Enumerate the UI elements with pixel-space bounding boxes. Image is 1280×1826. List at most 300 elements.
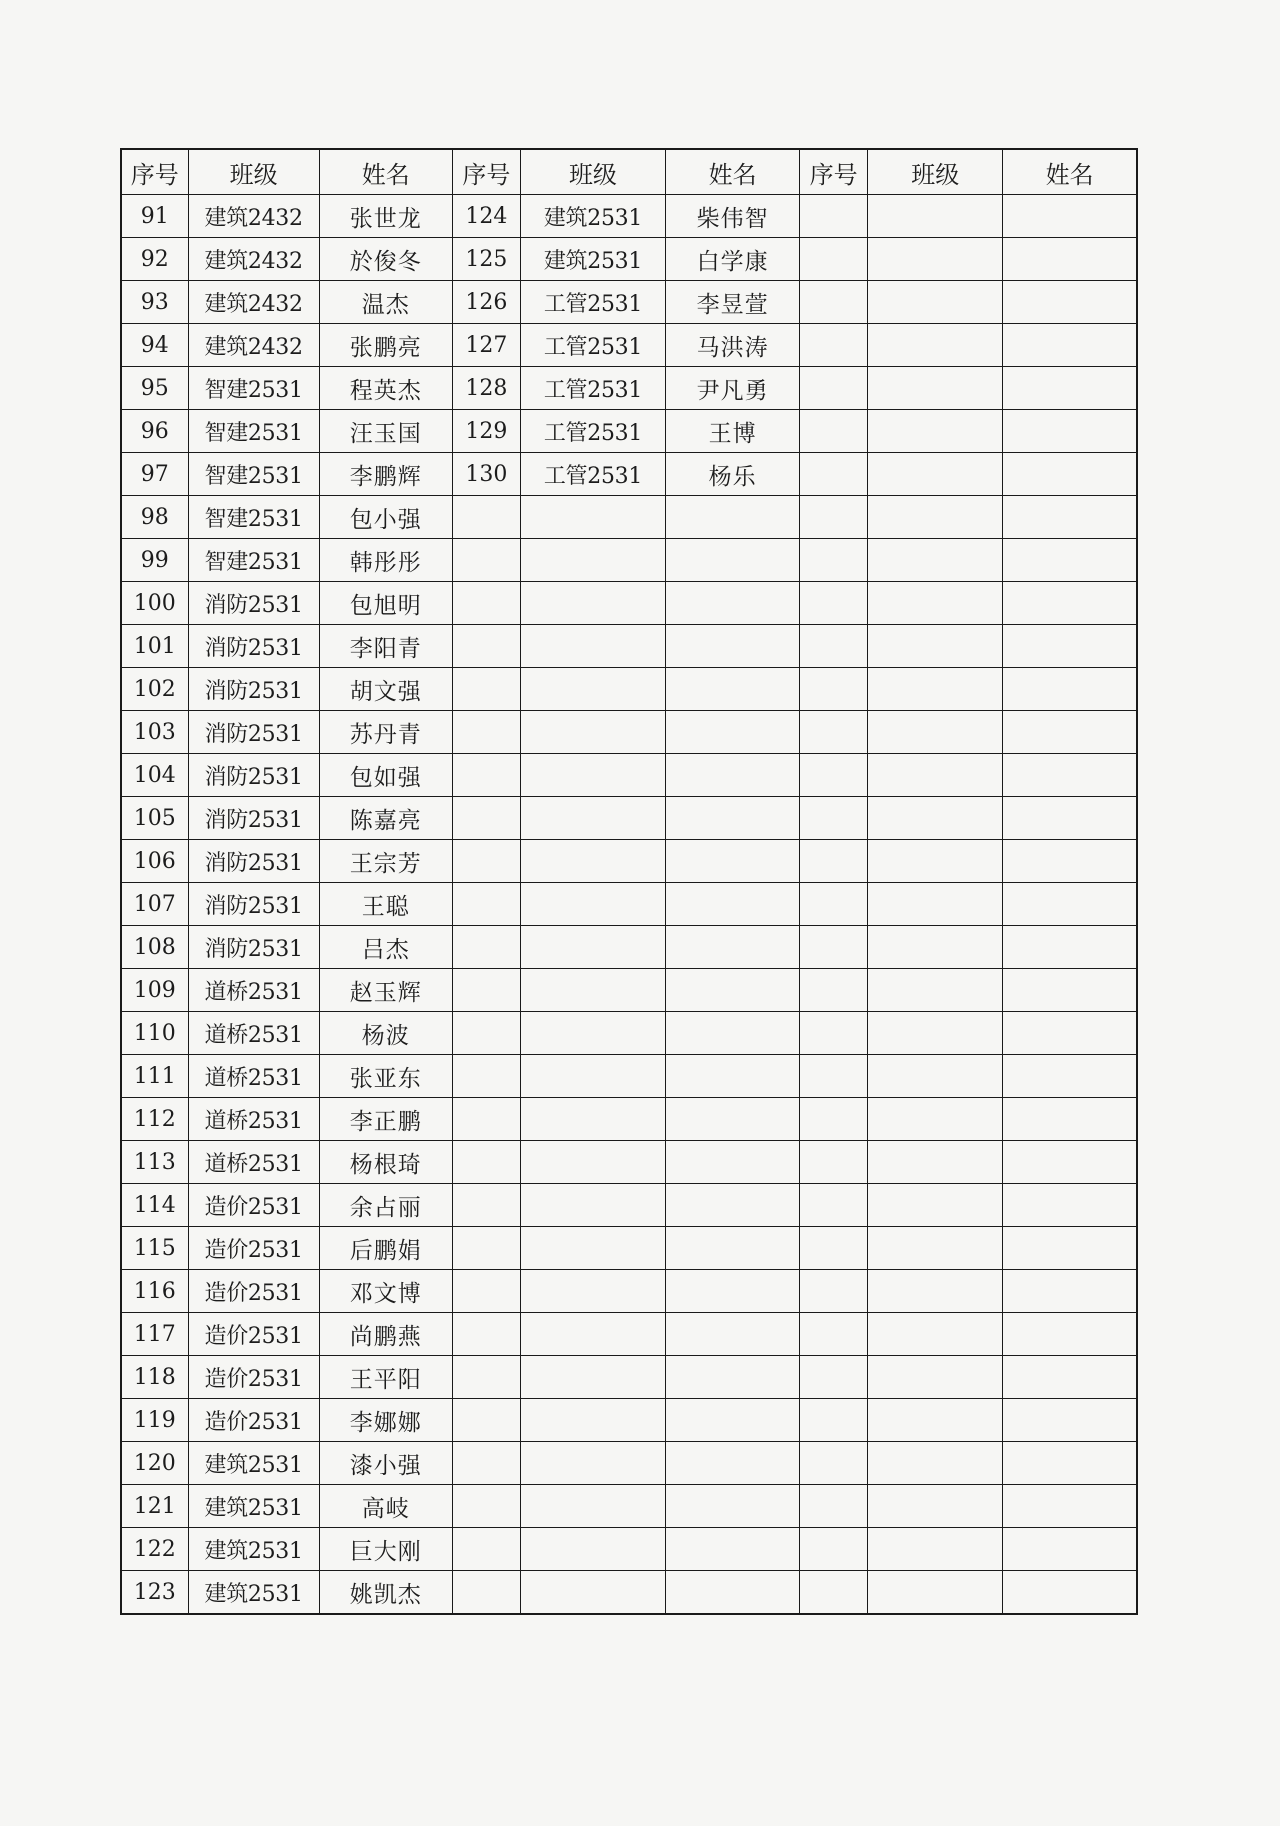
student-name-cell: [1003, 1356, 1137, 1399]
class-cell: [868, 1270, 1003, 1313]
student-name-cell: [666, 754, 800, 797]
serial-number-cell: [800, 969, 868, 1012]
class-cell: [520, 797, 665, 840]
student-name-cell: 杨波: [319, 1012, 452, 1055]
student-name-cell: [1003, 1141, 1137, 1184]
student-name-cell: 温杰: [319, 281, 452, 324]
serial-number-cell: [452, 754, 520, 797]
student-name-cell: [1003, 1270, 1137, 1313]
table-row: [121, 1184, 1137, 1227]
serial-number-cell: [800, 582, 868, 625]
serial-number-cell: 126: [452, 281, 520, 324]
serial-number-cell: [452, 496, 520, 539]
class-cell: 消防2531: [188, 582, 319, 625]
class-cell: [868, 711, 1003, 754]
student-name-cell: [666, 1442, 800, 1485]
table-row: [121, 1356, 1137, 1399]
student-name-cell: [666, 668, 800, 711]
serial-number-cell: [800, 195, 868, 238]
table-row: [121, 969, 1137, 1012]
student-name-cell: 高岐: [319, 1485, 452, 1528]
class-cell: [868, 367, 1003, 410]
serial-number-cell: [452, 1485, 520, 1528]
serial-number-cell: [800, 1399, 868, 1442]
student-name-cell: 包如强: [319, 754, 452, 797]
serial-number-cell: 112: [121, 1098, 188, 1141]
student-name-cell: 邓文博: [319, 1270, 452, 1313]
table-row: [121, 926, 1137, 969]
table-row: [121, 797, 1137, 840]
table-row: [121, 883, 1137, 926]
serial-number-cell: [800, 1528, 868, 1571]
class-cell: [868, 754, 1003, 797]
student-name-cell: [666, 1485, 800, 1528]
serial-number-cell: [800, 1227, 868, 1270]
class-cell: 道桥2531: [188, 1141, 319, 1184]
serial-number-cell: 118: [121, 1356, 188, 1399]
serial-number-cell: [452, 1313, 520, 1356]
class-cell: 智建2531: [188, 367, 319, 410]
serial-number-cell: 97: [121, 453, 188, 496]
serial-number-cell: 106: [121, 840, 188, 883]
class-cell: [520, 1399, 665, 1442]
class-cell: 消防2531: [188, 625, 319, 668]
serial-number-cell: [452, 969, 520, 1012]
class-cell: [868, 1356, 1003, 1399]
serial-number-cell: 96: [121, 410, 188, 453]
serial-number-cell: [800, 1485, 868, 1528]
class-cell: 消防2531: [188, 754, 319, 797]
serial-number-cell: [800, 1012, 868, 1055]
student-name-cell: [666, 711, 800, 754]
serial-number-cell: [800, 281, 868, 324]
class-cell: [868, 668, 1003, 711]
student-name-cell: 於俊冬: [319, 238, 452, 281]
serial-number-cell: [452, 1184, 520, 1227]
serial-number-cell: [452, 539, 520, 582]
serial-number-cell: [452, 1528, 520, 1571]
class-cell: [868, 1098, 1003, 1141]
serial-number-cell: 101: [121, 625, 188, 668]
serial-number-cell: [452, 625, 520, 668]
class-cell: [520, 840, 665, 883]
serial-number-cell: 114: [121, 1184, 188, 1227]
student-name-cell: 白学康: [666, 238, 800, 281]
class-cell: 建筑2531: [520, 195, 665, 238]
table-row: [121, 410, 1137, 453]
student-name-cell: [666, 926, 800, 969]
student-name-cell: [666, 1098, 800, 1141]
class-cell: [868, 926, 1003, 969]
class-cell: [868, 453, 1003, 496]
serial-number-cell: [452, 1270, 520, 1313]
class-cell: [868, 539, 1003, 582]
header-serial-number: 序号: [452, 149, 520, 195]
student-name-cell: [1003, 711, 1137, 754]
serial-number-cell: [452, 883, 520, 926]
student-name-cell: 尹凡勇: [666, 367, 800, 410]
serial-number-cell: [452, 1055, 520, 1098]
table-row: [121, 281, 1137, 324]
serial-number-cell: [452, 711, 520, 754]
student-name-cell: [1003, 281, 1137, 324]
student-name-cell: [1003, 1098, 1137, 1141]
class-cell: 道桥2531: [188, 969, 319, 1012]
header-class: 班级: [520, 149, 665, 195]
student-name-cell: 陈嘉亮: [319, 797, 452, 840]
student-name-cell: [1003, 625, 1137, 668]
table-row: [121, 238, 1137, 281]
student-name-cell: [1003, 797, 1137, 840]
student-name-cell: 包小强: [319, 496, 452, 539]
serial-number-cell: [800, 453, 868, 496]
table-row: [121, 1485, 1137, 1528]
class-cell: [520, 1356, 665, 1399]
student-name-cell: 姚凯杰: [319, 1571, 452, 1615]
student-name-cell: 赵玉辉: [319, 969, 452, 1012]
student-name-cell: 李昱萱: [666, 281, 800, 324]
student-name-cell: [666, 1313, 800, 1356]
class-cell: 工管2531: [520, 410, 665, 453]
serial-number-cell: [800, 1055, 868, 1098]
student-name-cell: 吕杰: [319, 926, 452, 969]
serial-number-cell: 91: [121, 195, 188, 238]
serial-number-cell: [800, 1442, 868, 1485]
table-row: [121, 1442, 1137, 1485]
student-name-cell: [1003, 840, 1137, 883]
class-cell: [868, 281, 1003, 324]
student-name-cell: [666, 1227, 800, 1270]
serial-number-cell: [800, 539, 868, 582]
class-cell: [868, 1012, 1003, 1055]
student-name-cell: [1003, 1399, 1137, 1442]
student-name-cell: [666, 969, 800, 1012]
student-name-cell: [1003, 1313, 1137, 1356]
class-cell: [520, 496, 665, 539]
class-cell: 消防2531: [188, 797, 319, 840]
class-cell: 消防2531: [188, 840, 319, 883]
serial-number-cell: [452, 582, 520, 625]
table-row: [121, 1098, 1137, 1141]
student-name-cell: 后鹏娟: [319, 1227, 452, 1270]
table-row: [121, 1141, 1137, 1184]
student-name-cell: 余占丽: [319, 1184, 452, 1227]
class-cell: [868, 1571, 1003, 1615]
student-name-cell: [1003, 539, 1137, 582]
student-name-cell: [1003, 324, 1137, 367]
class-cell: [520, 1141, 665, 1184]
table-row: [121, 668, 1137, 711]
student-name-cell: [1003, 453, 1137, 496]
table-row: [121, 582, 1137, 625]
student-name-cell: [666, 883, 800, 926]
serial-number-cell: 120: [121, 1442, 188, 1485]
student-name-cell: 王聪: [319, 883, 452, 926]
class-cell: [520, 625, 665, 668]
class-cell: 建筑2432: [188, 324, 319, 367]
student-name-cell: [666, 1528, 800, 1571]
class-cell: [520, 1528, 665, 1571]
class-cell: [868, 969, 1003, 1012]
class-cell: 消防2531: [188, 883, 319, 926]
student-name-cell: [1003, 754, 1137, 797]
student-name-cell: [1003, 926, 1137, 969]
serial-number-cell: 110: [121, 1012, 188, 1055]
serial-number-cell: 117: [121, 1313, 188, 1356]
serial-number-cell: [800, 1184, 868, 1227]
class-cell: 建筑2531: [188, 1442, 319, 1485]
student-name-cell: 汪玉国: [319, 410, 452, 453]
class-cell: [868, 797, 1003, 840]
table-row: [121, 625, 1137, 668]
table-row: [121, 754, 1137, 797]
serial-number-cell: [800, 840, 868, 883]
table-row: [121, 1055, 1137, 1098]
class-cell: [868, 324, 1003, 367]
serial-number-cell: [452, 926, 520, 969]
table-row: [121, 1012, 1137, 1055]
serial-number-cell: 99: [121, 539, 188, 582]
class-cell: 智建2531: [188, 539, 319, 582]
student-name-cell: 巨大刚: [319, 1528, 452, 1571]
serial-number-cell: [800, 926, 868, 969]
serial-number-cell: [800, 625, 868, 668]
table-row: [121, 711, 1137, 754]
serial-number-cell: [800, 754, 868, 797]
student-name-cell: 王宗芳: [319, 840, 452, 883]
serial-number-cell: 108: [121, 926, 188, 969]
student-name-cell: [1003, 1485, 1137, 1528]
serial-number-cell: 129: [452, 410, 520, 453]
serial-number-cell: [800, 496, 868, 539]
header-serial-number: 序号: [800, 149, 868, 195]
student-name-cell: 柴伟智: [666, 195, 800, 238]
serial-number-cell: [452, 1141, 520, 1184]
student-name-cell: [666, 496, 800, 539]
serial-number-cell: 100: [121, 582, 188, 625]
serial-number-cell: [452, 797, 520, 840]
serial-number-cell: [452, 1442, 520, 1485]
class-cell: [868, 1055, 1003, 1098]
table-row: [121, 367, 1137, 410]
table-row: [121, 539, 1137, 582]
serial-number-cell: 128: [452, 367, 520, 410]
class-cell: [868, 1399, 1003, 1442]
student-name-cell: 王博: [666, 410, 800, 453]
class-cell: [520, 1055, 665, 1098]
class-cell: [868, 1442, 1003, 1485]
class-cell: [520, 582, 665, 625]
class-cell: 建筑2531: [188, 1485, 319, 1528]
class-cell: 工管2531: [520, 453, 665, 496]
class-cell: 智建2531: [188, 410, 319, 453]
table-row: [121, 496, 1137, 539]
serial-number-cell: 93: [121, 281, 188, 324]
class-cell: [520, 926, 665, 969]
serial-number-cell: 122: [121, 1528, 188, 1571]
serial-number-cell: [800, 1270, 868, 1313]
student-name-cell: [666, 1399, 800, 1442]
serial-number-cell: 94: [121, 324, 188, 367]
student-name-cell: [1003, 1227, 1137, 1270]
table-row: [121, 324, 1137, 367]
student-roster-table: [120, 148, 1138, 1615]
serial-number-cell: [800, 238, 868, 281]
serial-number-cell: 111: [121, 1055, 188, 1098]
serial-number-cell: 113: [121, 1141, 188, 1184]
table-row: [121, 840, 1137, 883]
serial-number-cell: [452, 1399, 520, 1442]
serial-number-cell: 109: [121, 969, 188, 1012]
class-cell: [868, 582, 1003, 625]
student-name-cell: 漆小强: [319, 1442, 452, 1485]
serial-number-cell: 121: [121, 1485, 188, 1528]
student-name-cell: 张亚东: [319, 1055, 452, 1098]
class-cell: 造价2531: [188, 1270, 319, 1313]
student-name-cell: [1003, 195, 1137, 238]
class-cell: [868, 1528, 1003, 1571]
class-cell: [868, 496, 1003, 539]
student-name-cell: 苏丹青: [319, 711, 452, 754]
serial-number-cell: [452, 668, 520, 711]
serial-number-cell: 98: [121, 496, 188, 539]
class-cell: 消防2531: [188, 711, 319, 754]
header-name: 姓名: [666, 149, 800, 195]
table-row: [121, 1528, 1137, 1571]
table-row: [121, 1227, 1137, 1270]
class-cell: [520, 969, 665, 1012]
class-cell: 造价2531: [188, 1313, 319, 1356]
student-name-cell: [666, 625, 800, 668]
class-cell: 造价2531: [188, 1227, 319, 1270]
header-name: 姓名: [319, 149, 452, 195]
class-cell: 建筑2432: [188, 195, 319, 238]
class-cell: [520, 754, 665, 797]
student-name-cell: [1003, 238, 1137, 281]
student-name-cell: 程英杰: [319, 367, 452, 410]
student-name-cell: [666, 1356, 800, 1399]
student-name-cell: [666, 840, 800, 883]
student-name-cell: [1003, 367, 1137, 410]
class-cell: 造价2531: [188, 1184, 319, 1227]
serial-number-cell: [452, 1098, 520, 1141]
roster-body: [121, 195, 1137, 1615]
class-cell: 建筑2531: [520, 238, 665, 281]
table-row: [121, 195, 1137, 238]
class-cell: [868, 883, 1003, 926]
serial-number-cell: 127: [452, 324, 520, 367]
student-name-cell: [666, 539, 800, 582]
table-row: [121, 1313, 1137, 1356]
class-cell: [520, 1227, 665, 1270]
student-name-cell: 李正鹏: [319, 1098, 452, 1141]
student-name-cell: [1003, 668, 1137, 711]
class-cell: 造价2531: [188, 1356, 319, 1399]
student-name-cell: 李阳青: [319, 625, 452, 668]
student-name-cell: 杨根琦: [319, 1141, 452, 1184]
class-cell: 消防2531: [188, 668, 319, 711]
class-cell: 道桥2531: [188, 1012, 319, 1055]
student-name-cell: [666, 1055, 800, 1098]
student-name-cell: 韩彤彤: [319, 539, 452, 582]
class-cell: [520, 1485, 665, 1528]
student-name-cell: [666, 797, 800, 840]
serial-number-cell: [452, 1356, 520, 1399]
serial-number-cell: 104: [121, 754, 188, 797]
student-name-cell: [1003, 496, 1137, 539]
student-name-cell: [1003, 582, 1137, 625]
class-cell: 工管2531: [520, 324, 665, 367]
serial-number-cell: 105: [121, 797, 188, 840]
student-name-cell: [1003, 1442, 1137, 1485]
serial-number-cell: 130: [452, 453, 520, 496]
serial-number-cell: [452, 840, 520, 883]
serial-number-cell: 115: [121, 1227, 188, 1270]
class-cell: [520, 1012, 665, 1055]
class-cell: [868, 195, 1003, 238]
student-name-cell: [666, 1141, 800, 1184]
student-name-cell: [666, 1270, 800, 1313]
student-name-cell: [666, 1571, 800, 1615]
serial-number-cell: 123: [121, 1571, 188, 1615]
table-row: [121, 1399, 1137, 1442]
header-class: 班级: [868, 149, 1003, 195]
class-cell: [520, 1442, 665, 1485]
header-name: 姓名: [1003, 149, 1137, 195]
serial-number-cell: [800, 1313, 868, 1356]
serial-number-cell: 95: [121, 367, 188, 410]
class-cell: [520, 1098, 665, 1141]
student-name-cell: 马洪涛: [666, 324, 800, 367]
class-cell: [520, 668, 665, 711]
class-cell: [868, 1485, 1003, 1528]
serial-number-cell: [800, 1098, 868, 1141]
student-name-cell: [666, 582, 800, 625]
class-cell: [520, 539, 665, 582]
student-name-cell: [1003, 1055, 1137, 1098]
class-cell: 建筑2432: [188, 281, 319, 324]
class-cell: [868, 238, 1003, 281]
serial-number-cell: [800, 1356, 868, 1399]
student-name-cell: [1003, 969, 1137, 1012]
serial-number-cell: 125: [452, 238, 520, 281]
class-cell: [520, 711, 665, 754]
student-name-cell: [1003, 410, 1137, 453]
serial-number-cell: 102: [121, 668, 188, 711]
class-cell: 消防2531: [188, 926, 319, 969]
serial-number-cell: [800, 367, 868, 410]
serial-number-cell: [452, 1012, 520, 1055]
student-name-cell: 胡文强: [319, 668, 452, 711]
class-cell: [520, 1313, 665, 1356]
student-name-cell: [1003, 1184, 1137, 1227]
class-cell: 道桥2531: [188, 1055, 319, 1098]
class-cell: [868, 1141, 1003, 1184]
student-name-cell: 王平阳: [319, 1356, 452, 1399]
serial-number-cell: [800, 711, 868, 754]
student-name-cell: [1003, 1012, 1137, 1055]
class-cell: [868, 625, 1003, 668]
header-serial-number: 序号: [121, 149, 188, 195]
serial-number-cell: [800, 1571, 868, 1615]
serial-number-cell: [800, 410, 868, 453]
serial-number-cell: [452, 1227, 520, 1270]
header-class: 班级: [188, 149, 319, 195]
serial-number-cell: [800, 797, 868, 840]
serial-number-cell: 119: [121, 1399, 188, 1442]
class-cell: [520, 883, 665, 926]
serial-number-cell: [800, 668, 868, 711]
